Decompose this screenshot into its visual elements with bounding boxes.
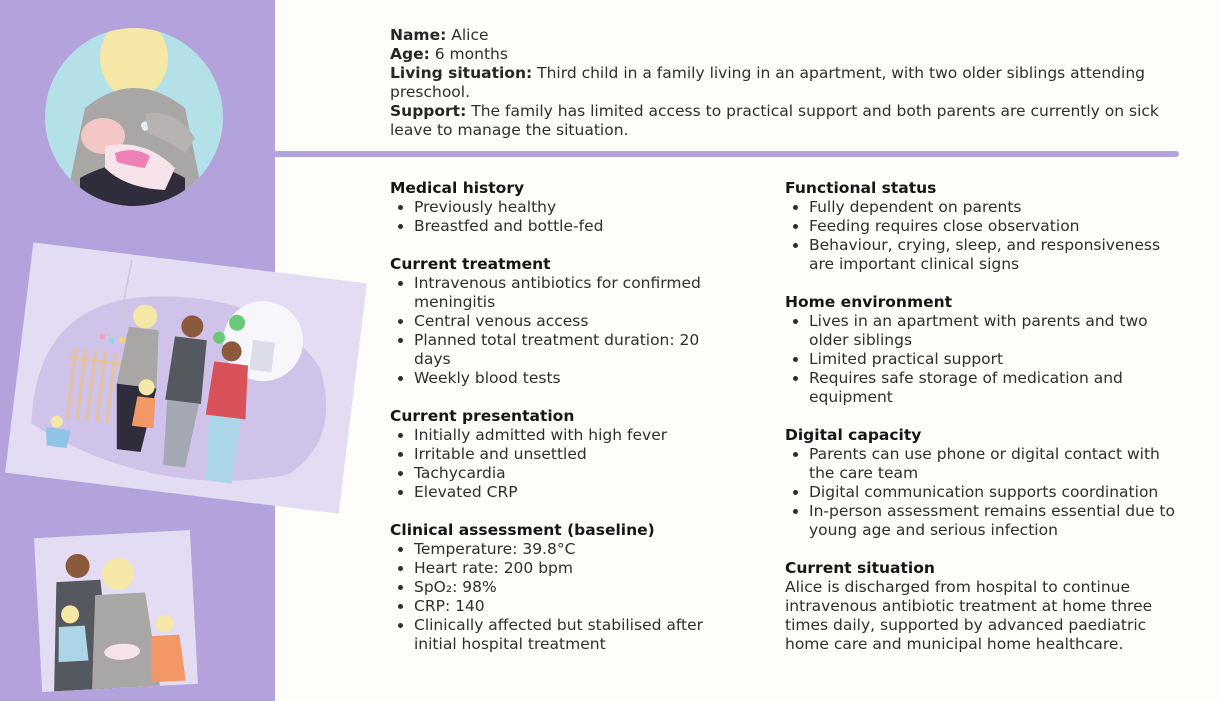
list-item: • Behaviour, crying, sleep, and responsiveness are important clinical signs bbox=[809, 236, 1180, 274]
section-title: Current situation bbox=[785, 559, 935, 577]
list-item: • Intravenous antibiotics for confirmed meningitis bbox=[414, 274, 735, 312]
section-title: Current treatment bbox=[390, 255, 551, 273]
section-divider bbox=[275, 151, 1179, 157]
list-item: • Planned total treatment duration: 20 days bbox=[414, 331, 735, 369]
medical-history-section bbox=[390, 179, 735, 236]
current-situation-section bbox=[785, 559, 1180, 654]
current-treatment-section bbox=[390, 255, 735, 388]
age-value: 6 months bbox=[434, 45, 508, 63]
list-item: • Tachycardia bbox=[414, 464, 735, 483]
mother-baby-illustration bbox=[45, 28, 223, 206]
list-item: • Central venous access bbox=[414, 312, 735, 331]
list-item: • Limited practical support bbox=[809, 350, 1180, 369]
sidebar-panel bbox=[0, 0, 275, 701]
list-item: • In-person assessment remains essential due to young age and serious infection bbox=[809, 502, 1180, 540]
list-item: • Clinically affected but stabilised after initial hospital treatment bbox=[414, 616, 735, 654]
profile-living-line bbox=[390, 64, 1170, 102]
section-title: Digital capacity bbox=[785, 426, 922, 444]
family-nursery-illustration bbox=[5, 242, 367, 513]
support-label: Support: bbox=[390, 102, 467, 120]
home-environment-section bbox=[785, 293, 1180, 407]
list-item: • SpO₂: 98% bbox=[414, 578, 735, 597]
section-title: Clinical assessment (baseline) bbox=[390, 521, 655, 539]
list-item: • Breastfed and bottle-fed bbox=[414, 217, 735, 236]
left-column bbox=[390, 179, 735, 673]
current-presentation-section bbox=[390, 407, 735, 502]
profile-age-line bbox=[390, 45, 1170, 64]
list-item: • Initially admitted with high fever bbox=[414, 426, 735, 445]
list-item: • Temperature: 39.8°C bbox=[414, 540, 735, 559]
profile-name-line bbox=[390, 26, 1170, 45]
list-item: • CRP: 140 bbox=[414, 597, 735, 616]
section-title: Current presentation bbox=[390, 407, 575, 425]
current-situation-text: Alice is discharged from hospital to continue intravenous antibiotic treatment at home three times daily, supported by advanced paediatric home care and municipal home healthcare. bbox=[785, 578, 1153, 653]
living-value: Third child in a family living in an apartment, with two older siblings attending preschool. bbox=[390, 64, 1145, 101]
list-item: • Fully dependent on parents bbox=[809, 198, 1180, 217]
digital-capacity-section bbox=[785, 426, 1180, 540]
list-item: • Irritable and unsettled bbox=[414, 445, 735, 464]
list-item: • Digital communication supports coordination bbox=[809, 483, 1180, 502]
list-item: • Previously healthy bbox=[414, 198, 735, 217]
section-title: Medical history bbox=[390, 179, 525, 197]
list-item: • Feeding requires close observation bbox=[809, 217, 1180, 236]
clinical-assessment-section bbox=[390, 521, 735, 654]
section-title: Home environment bbox=[785, 293, 953, 311]
right-column bbox=[785, 179, 1180, 673]
list-item: • Lives in an apartment with parents and two older siblings bbox=[809, 312, 1180, 350]
support-value: The family has limited access to practical support and both parents are currently on sick leave to manage the situation. bbox=[390, 102, 1159, 139]
section-title: Functional status bbox=[785, 179, 937, 197]
name-label: Name: bbox=[390, 26, 447, 44]
list-item: • Requires safe storage of medication and equipment bbox=[809, 369, 1180, 407]
list-item: • Weekly blood tests bbox=[414, 369, 735, 388]
list-item: • Elevated CRP bbox=[414, 483, 735, 502]
list-item: • Heart rate: 200 bpm bbox=[414, 559, 735, 578]
age-label: Age: bbox=[390, 45, 430, 63]
list-item: • Parents can use phone or digital contact with the care team bbox=[809, 445, 1180, 483]
living-label: Living situation: bbox=[390, 64, 533, 82]
functional-status-section bbox=[785, 179, 1180, 274]
patient-profile bbox=[390, 26, 1170, 140]
family-group-illustration bbox=[34, 530, 198, 692]
name-value: Alice bbox=[451, 26, 489, 44]
profile-support-line bbox=[390, 102, 1170, 140]
